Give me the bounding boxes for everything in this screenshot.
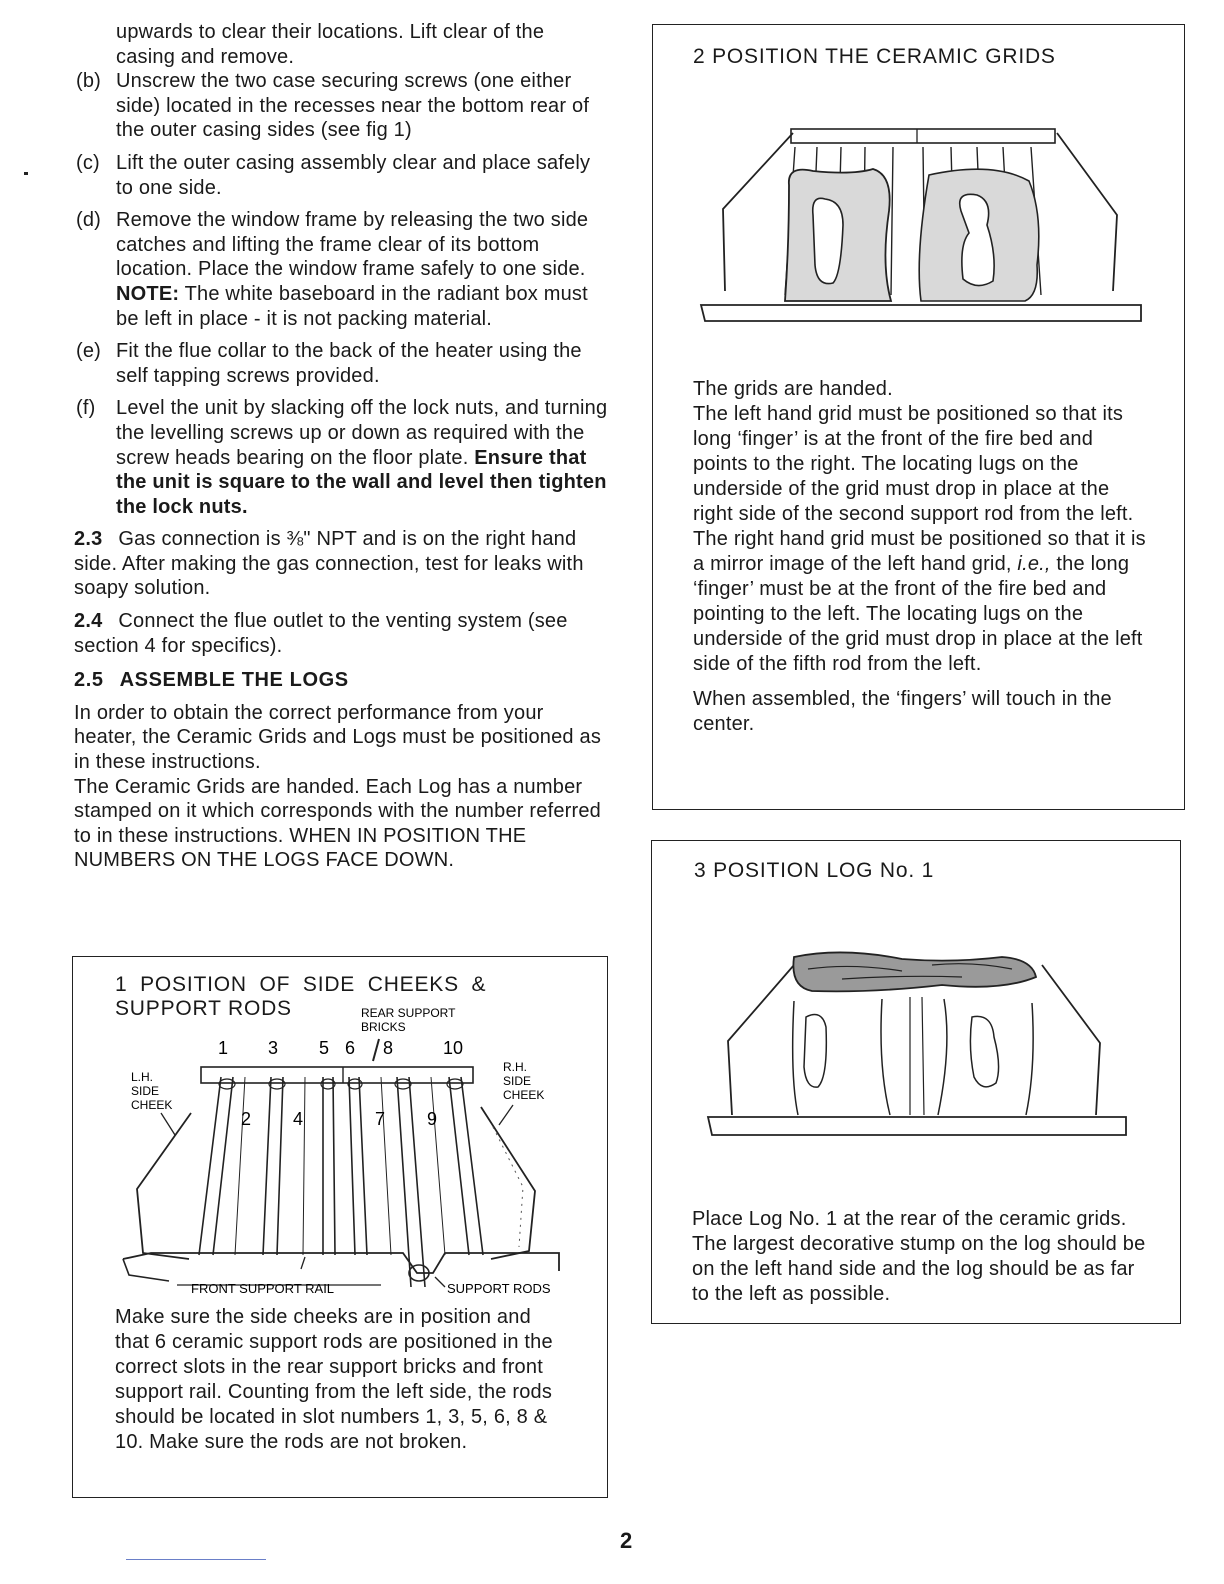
label-leader	[435, 1277, 445, 1287]
support-rod	[263, 1077, 283, 1255]
rh-side-cheek	[1042, 965, 1100, 1115]
log-1	[793, 952, 1036, 991]
section-text: Connect the flue outlet to the venting system (see section 4 for specifics).	[74, 610, 568, 657]
front-rail-edge	[123, 1259, 169, 1281]
footer-line	[126, 1559, 266, 1560]
lh-side-cheek	[728, 965, 794, 1115]
slot-number: 1	[218, 1038, 229, 1058]
rh-side-cheek	[1057, 133, 1117, 291]
lh-label-1: L.H.	[131, 1070, 154, 1084]
rh-side-cheek	[481, 1107, 535, 1259]
section-number: 2.5	[74, 669, 104, 692]
step-label: (b)	[76, 70, 102, 93]
step-f	[74, 396, 610, 519]
figure-box-1	[72, 956, 608, 1498]
slot-number: 9	[427, 1109, 438, 1129]
slot-number: 8	[383, 1038, 394, 1058]
step-e	[74, 339, 610, 388]
center-rod	[910, 997, 924, 1115]
front-support-rail	[708, 1117, 1126, 1135]
rh-label-3: CHEEK	[503, 1088, 545, 1102]
cheek-texture	[493, 1127, 523, 1247]
support-rod	[323, 1077, 335, 1255]
step-d	[74, 208, 610, 331]
lh-side-cheek	[137, 1113, 191, 1259]
box-1-title-line-1: 1 POSITION OF SIDE CHEEKS &	[115, 973, 487, 996]
log-1-diagram	[702, 947, 1142, 1157]
slot-number: 4	[293, 1109, 304, 1129]
ceramic-grids-diagram	[693, 115, 1153, 335]
section-2-5-heading	[74, 668, 610, 693]
section-number: 2.3	[74, 528, 103, 551]
intro-line-1: upwards to clear their locations. Lift clear of the	[116, 21, 545, 43]
box-3-body: Place Log No. 1 at the rear of the ceramic grids. The largest decorative stump on the log should be on the left hand side and the log should be as far to the left as possible.	[692, 1208, 1146, 1305]
pointer-line	[499, 1105, 513, 1125]
note-text: The white baseboard in the radiant box must be left in place - it is not packing material.	[116, 282, 588, 330]
intro-continuation	[74, 20, 610, 69]
note	[116, 282, 610, 331]
pointer-line	[161, 1113, 175, 1135]
side-cheeks-diagram	[73, 957, 607, 1302]
support-rod	[349, 1077, 367, 1255]
slot-number: 3	[268, 1038, 279, 1058]
page-number: 2	[620, 1528, 633, 1553]
rear-support-label-2: BRICKS	[361, 1020, 406, 1034]
box-2-paragraph-2: The left hand grid must be positioned so that its long ‘finger’ is at the front of the fire bed and points to the right. The locating lugs on the underside of the grid must drop in place at the right side of the second support rod from the left.	[693, 403, 1134, 525]
step-text: Fit the flue collar to the back of the heater using the self tapping screws provided.	[116, 340, 582, 387]
pointer-line	[373, 1039, 379, 1061]
step-label: (e)	[76, 340, 102, 363]
rod-ends	[219, 1079, 463, 1089]
box-2-paragraph-3	[693, 527, 1147, 677]
box-2-paragraph-4: When assembled, the ‘fingers’ will touch in the center.	[693, 688, 1112, 735]
section-2-3	[74, 527, 610, 601]
slot-number: 7	[375, 1109, 386, 1129]
box-2-body	[693, 377, 1147, 737]
right-grid-hole	[970, 1016, 998, 1086]
left-grid-hole	[813, 198, 843, 283]
step-c	[74, 151, 610, 200]
figure-box-3	[651, 840, 1181, 1324]
rear-brick	[791, 129, 1055, 143]
section-2-5-paragraph-1: In order to obtain the correct performance from your heater, the Ceramic Grids and Logs must be positioned as in these instructions.	[74, 701, 602, 774]
support-rod	[199, 1077, 233, 1255]
note-label: NOTE:	[116, 282, 180, 305]
box-2-paragraph-1: The grids are handed.	[693, 378, 893, 400]
box-2-paragraph-3b: the long ‘finger’ must be at the front of the fire bed and pointing to the left. The locating lugs on the underside of the grid must drop in place at the left side of the fifth rod from the left.	[693, 553, 1143, 675]
step-f-emphasis: Ensure that the unit is square to the wall and level then tighten the lock nuts.	[116, 446, 607, 518]
box-2-paragraph-3a: The right hand grid must be positioned so that it is a mirror image of the left hand grid,	[693, 528, 1146, 575]
stray-mark	[24, 172, 28, 175]
step-text: Unscrew the two case securing screws (one either side) located in the recesses near the bottom rear of the outer casing sides (see fig 1)	[116, 70, 590, 142]
step-text: Level the unit by slacking off the lock nuts, and turning the levelling screws up or down as required with the screw heads bearing on the floor plate.	[116, 397, 608, 469]
step-text: Lift the outer casing assembly clear and place safely to one side.	[116, 151, 591, 199]
left-grid-hole	[804, 1015, 826, 1088]
section-2-5-paragraph-2: The Ceramic Grids are handed. Each Log has a number stamped on it which corresponds with the number referred to in these instructions. WHEN IN POSITION THE NUMBERS ON THE LOGS FACE DOWN.	[74, 775, 602, 872]
support-rod	[449, 1077, 483, 1255]
box-2-title: 2 POSITION THE CERAMIC GRIDS	[693, 45, 1056, 68]
step-b	[74, 69, 610, 143]
box-2-ie: i.e.,	[1017, 553, 1051, 575]
support-rod	[397, 1077, 425, 1287]
lh-label-3: CHEEK	[131, 1098, 173, 1112]
intro-line-2: casing and remove.	[116, 45, 295, 68]
slot-number: 6	[345, 1038, 356, 1058]
label-leader	[301, 1257, 305, 1269]
step-label: (c)	[76, 151, 100, 174]
step-text: Remove the window frame by releasing the two side catches and lifting the frame clear of its bottom location. Place the window frame safely to one side.	[116, 209, 589, 281]
slot-number: 2	[241, 1109, 252, 1129]
box-1-body: Make sure the side cheeks are in position and that 6 ceramic support rods are positioned in the correct slots in the rear support bricks and front support rail. Counting from the left side, the rods should be located in slot numbers 1, 3, 5, 6, 8 & 10. Make sure the rods are not broken.	[115, 1306, 553, 1453]
step-label: (d)	[76, 209, 102, 232]
section-title: ASSEMBLE THE LOGS	[119, 669, 349, 692]
box-1-title-line-2: SUPPORT RODS	[115, 997, 292, 1020]
rear-support-label-1: REAR SUPPORT	[361, 1006, 456, 1020]
right-grid-hole	[960, 194, 994, 285]
step-label: (f)	[76, 397, 96, 420]
lh-label-2: SIDE	[131, 1084, 160, 1098]
section-number: 2.4	[74, 610, 103, 633]
slot-number: 10	[443, 1038, 464, 1058]
left-column	[74, 20, 610, 873]
lh-side-cheek	[723, 133, 793, 291]
figure-box-2	[652, 24, 1185, 810]
front-support-rail	[123, 1253, 559, 1273]
rh-label-2: SIDE	[503, 1074, 532, 1088]
slot-number: 5	[319, 1038, 330, 1058]
support-rods-label: SUPPORT RODS	[447, 1281, 551, 1296]
section-text: Gas connection is ⅜" NPT and is on the right hand side. After making the gas connection, test for leaks with soapy solution.	[74, 528, 584, 600]
front-support-rail	[701, 305, 1141, 321]
rear-support-bricks	[201, 1067, 473, 1083]
rh-label-1: R.H.	[503, 1060, 527, 1074]
section-2-4	[74, 609, 610, 658]
box-3-title: 3 POSITION LOG No. 1	[694, 859, 935, 882]
grid-outline	[793, 999, 1033, 1115]
front-support-rail-label: FRONT SUPPORT RAIL	[191, 1281, 335, 1296]
